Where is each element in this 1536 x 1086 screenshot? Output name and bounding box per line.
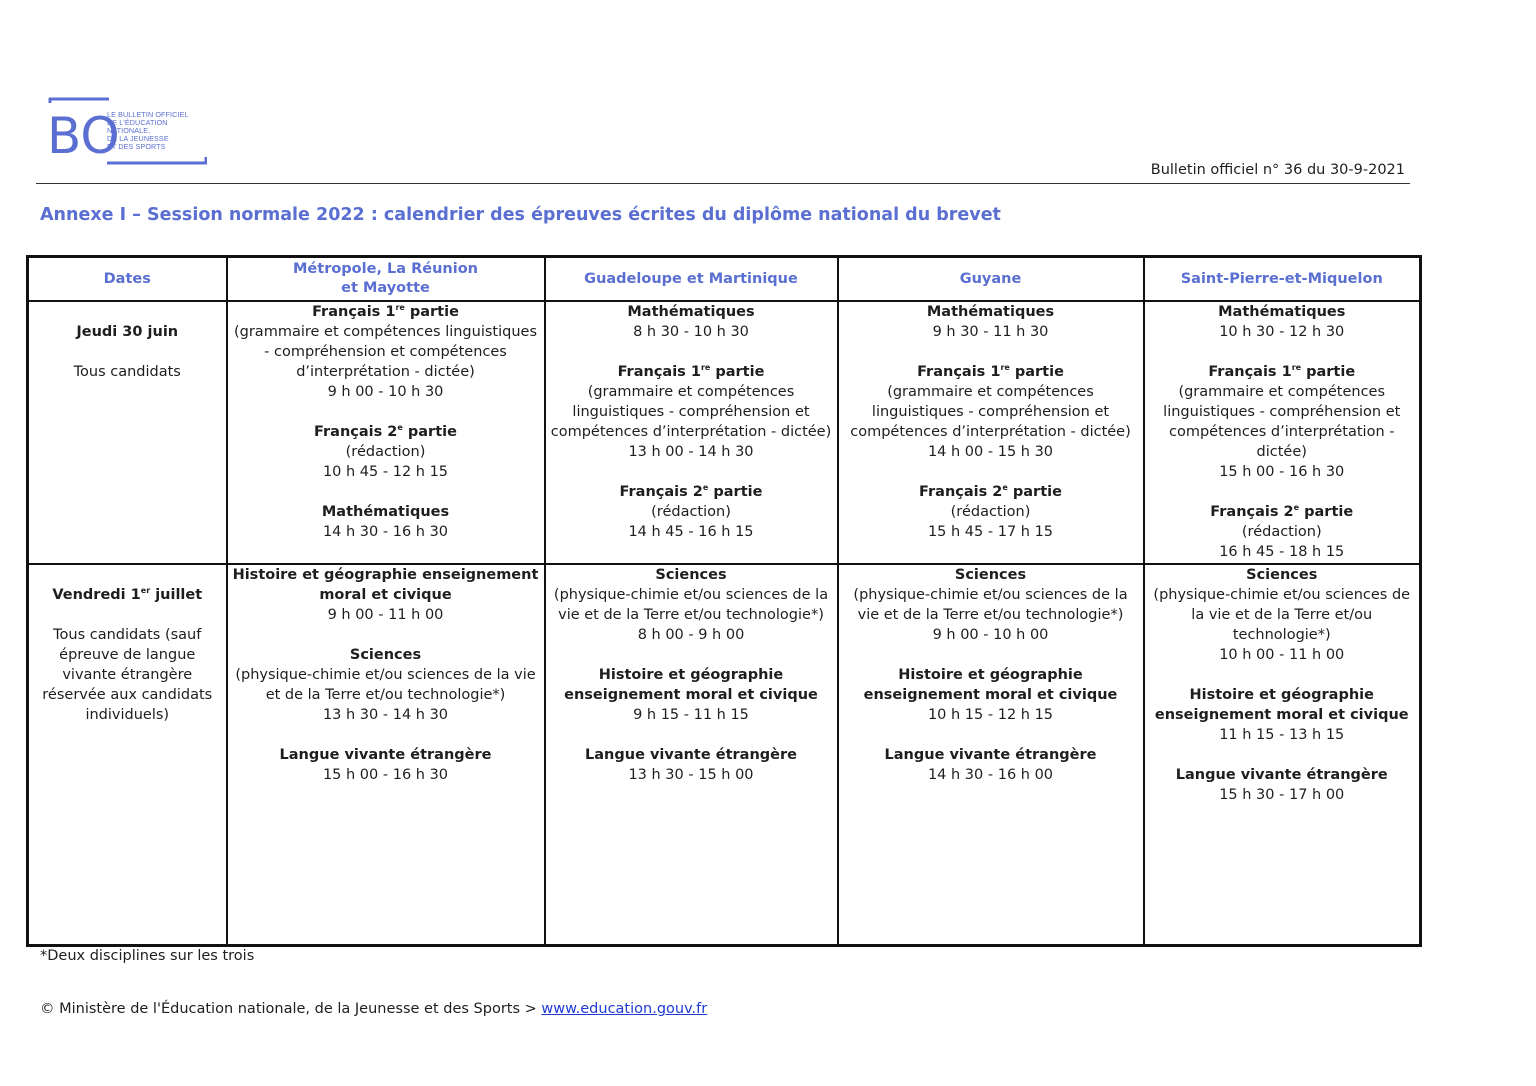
exam-time: 10 h 00 - 11 h 00: [1219, 647, 1345, 663]
exam-entry: [1148, 502, 1417, 562]
education-website-link[interactable]: www.education.gouv.fr: [541, 1001, 708, 1017]
exam-subject-name: Français 1: [1208, 364, 1292, 380]
exam-subject-name: Mathématiques: [321, 504, 450, 520]
exam-entry: [842, 665, 1140, 725]
exam-subject: [842, 362, 1140, 382]
exam-description: (grammaire et compétences linguistiques - compréhension et compétences d’interprétation - dictée): [550, 384, 832, 440]
exam-entry: [549, 665, 834, 725]
logo-line: LE BULLETIN OFFICIEL: [107, 110, 189, 119]
logo-line: NATIONALE,: [107, 126, 151, 135]
exam-subject-part: partie: [708, 484, 763, 500]
table-row: [28, 301, 1421, 564]
exam-subject: [231, 422, 541, 442]
exam-entry: [1148, 362, 1417, 482]
exam-time: 10 h 45 - 12 h 15: [322, 464, 449, 480]
logo-line: ET DES SPORTS: [107, 142, 166, 151]
table-row: [28, 564, 1421, 946]
schedule-cell-guyane: [838, 301, 1144, 564]
exam-subject: [549, 565, 834, 585]
schedule-cell-saint-pierre: [1144, 564, 1421, 946]
exam-entry: [842, 482, 1140, 542]
exam-time: 8 h 00 - 9 h 00: [637, 627, 745, 643]
bo-initials: BO: [47, 107, 120, 165]
exam-subject: [549, 302, 834, 322]
exam-day-ordinal: er: [140, 586, 151, 596]
exam-time: 13 h 30 - 14 h 30: [322, 707, 449, 723]
exam-subject-name: Français 1: [917, 364, 1001, 380]
exam-description: (grammaire et compétences linguistiques - compréhension et compétences d’interprétation - dictée): [1163, 384, 1401, 460]
exam-time: 9 h 00 - 10 h 30: [327, 384, 444, 400]
logo-line: DE L'ÉDUCATION: [107, 118, 168, 127]
exam-subject: [549, 362, 834, 382]
exam-subject: [231, 645, 541, 665]
header-metropole-line1: Métropole, La Réunion: [293, 261, 478, 277]
exam-description: (physique-chimie et/ou sciences de la vie et de la Terre et/ou technologie*): [1153, 587, 1411, 643]
bo-logo-text: [107, 111, 188, 151]
schedule-cell-guadeloupe: [545, 564, 838, 946]
exam-time: 16 h 45 - 18 h 15: [1219, 544, 1345, 560]
exam-subject-part: partie: [402, 424, 457, 440]
exam-subject-name: Sciences: [349, 647, 422, 663]
exam-subject-name: Histoire et géographie enseignement moral et civique: [863, 667, 1118, 703]
exam-day-label: Vendredi 1: [52, 587, 141, 603]
exam-description: (grammaire et compétences linguistiques - compréhension et compétences d’interprétation - dictée): [233, 324, 537, 380]
exam-subject: [1148, 565, 1417, 585]
exam-subject-ordinal: e: [397, 423, 403, 433]
exam-subject-name: Mathématiques: [627, 304, 755, 320]
exam-time: 8 h 30 - 10 h 30: [633, 324, 749, 340]
exam-subject: [1148, 362, 1417, 382]
exam-subject-name: Sciences: [1246, 567, 1318, 583]
header-guadeloupe: Guadeloupe et Martinique: [545, 257, 838, 302]
exam-entry: [549, 482, 834, 542]
exam-subject-name: Français 2: [1210, 504, 1294, 520]
exam-calendar-table: [26, 255, 1422, 947]
exam-entry: [1148, 565, 1417, 665]
exam-subject: [549, 745, 834, 765]
exam-time: 15 h 00 - 16 h 30: [322, 767, 449, 783]
exam-subject: [842, 745, 1140, 765]
exam-entry: [231, 502, 541, 542]
exam-description: (physique-chimie et/ou sciences de la vie et de la Terre et/ou technologie*): [853, 587, 1128, 623]
exam-subject-name: Sciences: [655, 567, 727, 583]
exam-subject-name: Langue vivante étrangère: [1175, 767, 1388, 783]
copyright-line: [40, 1001, 707, 1017]
exam-entry: [842, 302, 1140, 342]
header-saint-pierre: Saint-Pierre-et-Miquelon: [1144, 257, 1421, 302]
exam-time: 9 h 00 - 10 h 00: [932, 627, 1049, 643]
exam-subject-name: Français 2: [919, 484, 1003, 500]
exam-subject-ordinal: re: [1000, 363, 1010, 373]
bo-logo: [47, 97, 217, 169]
logo-line: DE LA JEUNESSE: [107, 134, 169, 143]
exam-entry: [549, 745, 834, 785]
exam-subject-part: partie: [1299, 504, 1354, 520]
exam-time: 10 h 15 - 12 h 15: [927, 707, 1054, 723]
exam-subject: [1148, 502, 1417, 522]
candidates-note: Tous candidats (sauf épreuve de langue vivante étrangère réservée aux candidats individuels): [42, 627, 213, 723]
candidates-note: Tous candidats: [73, 364, 181, 380]
exam-time: 11 h 15 - 13 h 15: [1219, 727, 1345, 743]
bulletin-reference: Bulletin officiel n° 36 du 30-9-2021: [1150, 162, 1405, 178]
exam-subject-name: Mathématiques: [1218, 304, 1346, 320]
exam-time: 9 h 30 - 11 h 30: [932, 324, 1049, 340]
date-cell: [28, 564, 227, 946]
exam-entry: [1148, 302, 1417, 342]
exam-subject-name: Langue vivante étrangère: [585, 747, 797, 763]
date-cell: [28, 301, 227, 564]
schedule-cell-metropole: [227, 301, 545, 564]
exam-subject: [842, 665, 1140, 705]
exam-subject: [842, 565, 1140, 585]
header-dates: Dates: [28, 257, 227, 302]
exam-entry: [231, 745, 541, 785]
exam-subject-name: Français 2: [619, 484, 703, 500]
exam-day-label: Jeudi 30 juin: [76, 324, 179, 340]
exam-subject: [549, 482, 834, 502]
schedule-cell-guadeloupe: [545, 301, 838, 564]
exam-subject-name: Sciences: [954, 567, 1027, 583]
exam-entry: [549, 362, 834, 462]
exam-time: 15 h 30 - 17 h 00: [1219, 787, 1345, 803]
schedule-cell-metropole: [227, 564, 545, 946]
exam-subject-name: Histoire et géographie enseignement moral et civique: [564, 667, 818, 703]
exam-subject-ordinal: e: [1002, 483, 1008, 493]
exam-subject: [231, 302, 541, 322]
schedule-cell-saint-pierre: [1144, 301, 1421, 564]
exam-subject-name: Français 1: [617, 364, 701, 380]
exam-time: 9 h 15 - 11 h 15: [633, 707, 749, 723]
exam-description: (grammaire et compétences linguistiques - compréhension et compétences d’interprétation - dictée): [850, 384, 1131, 440]
exam-subject-part: partie: [1007, 484, 1062, 500]
exam-day-month: juillet: [150, 587, 203, 603]
exam-subject: [231, 565, 541, 605]
table-header-row: [28, 257, 1421, 302]
exam-subject: [1148, 685, 1417, 725]
schedule-cell-guyane: [838, 564, 1144, 946]
annex-title: Annexe I – Session normale 2022 : calendrier des épreuves écrites du diplôme national du brevet: [40, 205, 1001, 225]
exam-subject: [1148, 302, 1417, 322]
exam-subject-ordinal: re: [1291, 363, 1302, 373]
exam-subject-part: partie: [1009, 364, 1064, 380]
exam-time: 14 h 30 - 16 h 30: [322, 524, 449, 540]
exam-subject-name: Langue vivante étrangère: [884, 747, 1097, 763]
copyright-text: © Ministère de l'Éducation nationale, de la Jeunesse et des Sports >: [40, 1001, 542, 1017]
exam-subject-name: Histoire et géographie enseignement moral et civique: [1154, 687, 1409, 723]
exam-subject-name: Français 2: [314, 424, 398, 440]
exam-subject-part: partie: [404, 304, 459, 320]
exam-subject-ordinal: re: [700, 363, 711, 373]
exam-entry: [842, 565, 1140, 645]
header-guyane: Guyane: [838, 257, 1144, 302]
exam-entry: [231, 422, 541, 482]
exam-description: (rédaction): [1241, 524, 1322, 540]
exam-subject-ordinal: re: [395, 303, 405, 313]
exam-time: 14 h 00 - 15 h 30: [927, 444, 1054, 460]
exam-entry: [231, 645, 541, 725]
exam-subject-part: partie: [710, 364, 765, 380]
exam-day: [32, 322, 223, 342]
exam-time: 10 h 30 - 12 h 30: [1219, 324, 1345, 340]
exam-entry: [231, 302, 541, 402]
exam-subject: [842, 482, 1140, 502]
exam-subject-name: Français 1: [312, 304, 396, 320]
exam-description: (physique-chimie et/ou sciences de la vie et de la Terre et/ou technologie*): [235, 667, 536, 703]
exam-time: 15 h 00 - 16 h 30: [1219, 464, 1345, 480]
exam-description: (rédaction): [950, 504, 1031, 520]
exam-subject-ordinal: e: [702, 483, 709, 493]
exam-subject: [1148, 765, 1417, 785]
exam-time: 9 h 00 - 11 h 00: [327, 607, 444, 623]
exam-entry: [842, 745, 1140, 785]
exam-subject: [549, 665, 834, 705]
header-divider: [36, 183, 1410, 184]
exam-time: 14 h 45 - 16 h 15: [628, 524, 754, 540]
exam-entry: [231, 565, 541, 625]
exam-entry: [549, 302, 834, 342]
exam-subject: [231, 502, 541, 522]
exam-time: 15 h 45 - 17 h 15: [927, 524, 1054, 540]
footnote: *Deux disciplines sur les trois: [40, 948, 255, 964]
header-metropole: [227, 257, 545, 302]
exam-subject-name: Mathématiques: [926, 304, 1055, 320]
exam-time: 14 h 30 - 16 h 00: [927, 767, 1054, 783]
exam-entry: [549, 565, 834, 645]
exam-subject-ordinal: e: [1293, 503, 1300, 513]
exam-subject-part: partie: [1301, 364, 1356, 380]
exam-entry: [842, 362, 1140, 462]
exam-subject: [231, 745, 541, 765]
exam-subject: [842, 302, 1140, 322]
exam-description: (physique-chimie et/ou sciences de la vie et de la Terre et/ou technologie*): [553, 587, 829, 623]
exam-day: [32, 585, 223, 605]
exam-entry: [1148, 685, 1417, 745]
exam-subject-name: Histoire et géographie enseignement moral et civique: [232, 567, 539, 603]
exam-subject-name: Langue vivante étrangère: [279, 747, 492, 763]
exam-description: (rédaction): [345, 444, 426, 460]
exam-entry: [1148, 765, 1417, 805]
exam-description: (rédaction): [651, 504, 731, 520]
exam-time: 13 h 30 - 15 h 00: [628, 767, 754, 783]
exam-time: 13 h 00 - 14 h 30: [628, 444, 754, 460]
header-metropole-line2: et Mayotte: [341, 280, 430, 296]
